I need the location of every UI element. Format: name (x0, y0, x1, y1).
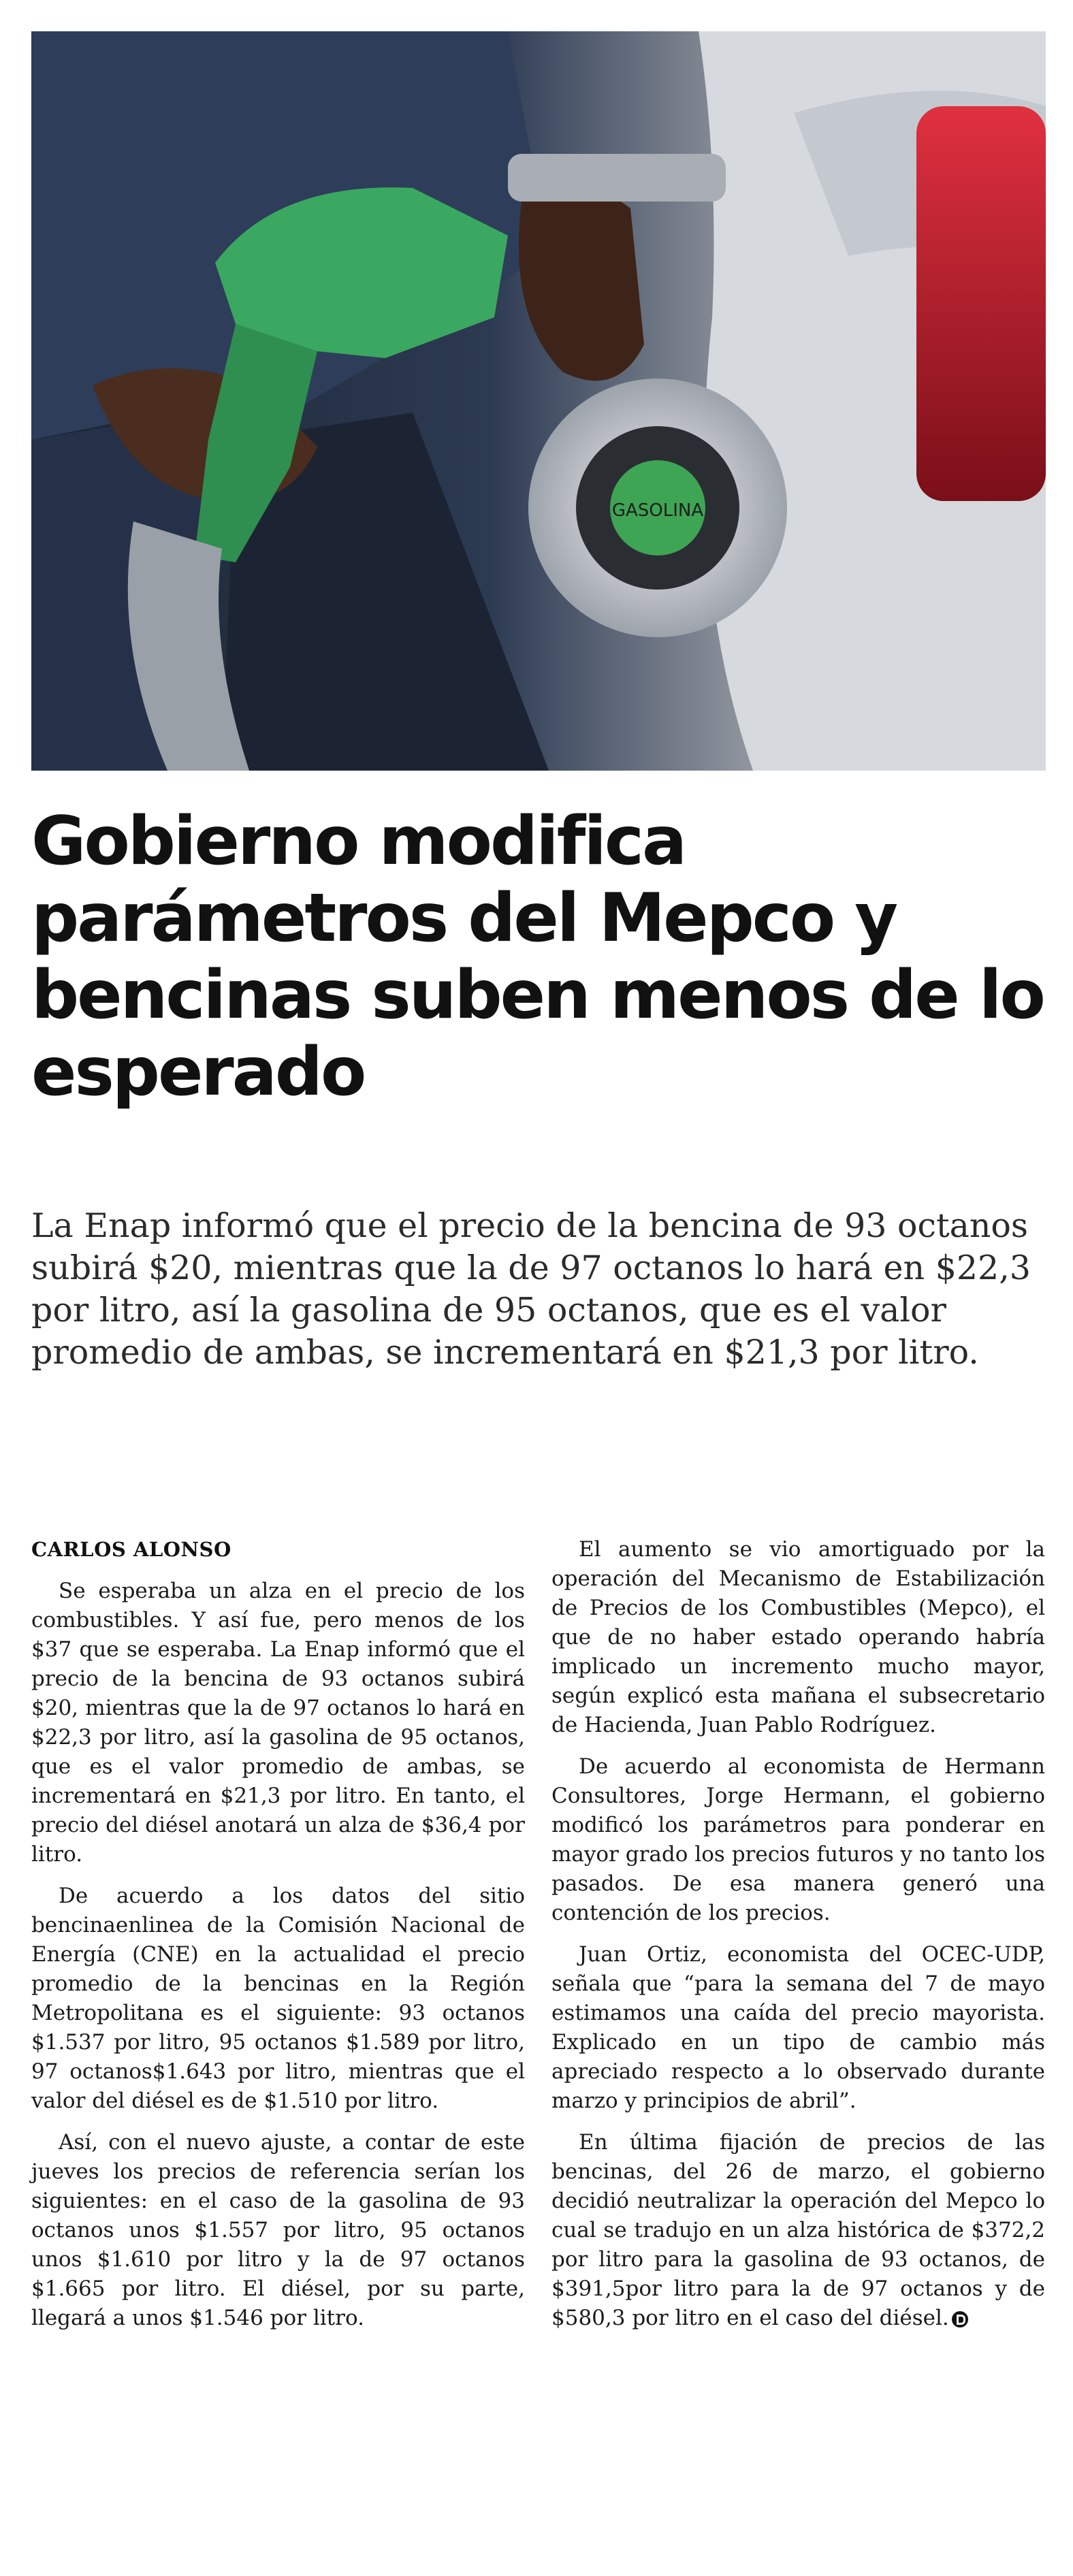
paragraph: De acuerdo al economista de Hermann Consultores, Jorge Hermann, el gobierno modificó los parámetros para ponderar en mayor grado los precios futuros y no tanto los pasados. De esa manera generó una contención de los precios. (551, 1754, 1045, 1925)
paragraph-text: En última fijación de precios de las bencinas, del 26 de marzo, el gobierno decidió neutralizar la operación del Mepco lo cual se tradujo en un alza histórica de $372,2 por litro para la gasolina de 93 octanos, de $391,5por litro para la de 97 octanos y de $580,3 por litro en el caso del diésel. (551, 2130, 1045, 2330)
column-left (31, 1535, 525, 2345)
paragraph: Juan Ortiz, economista del OCEC-UDP, señala que “para la semana del 7 de mayo estimamos una caída del precio mayorista. Explicado en un tipo de cambio más apreciado respecto a lo observado durante marzo y principios de abril”. (551, 1942, 1045, 2113)
paragraph: El aumento se vio amortiguado por la operación del Mecanismo de Estabilización de Precios de los Combustibles (Mepco), el que de no haber estado operando habría implicado un incremento mucho mayor, según explicó esta mañana el subsecretario de Hacienda, Juan Pablo Rodríguez. (551, 1537, 1045, 1737)
end-of-article-icon (952, 2311, 968, 2328)
column-right (551, 1535, 1045, 2345)
headline: Gobierno modifica parámetros del Mepco y bencinas suben menos de lo esperado (31, 803, 1044, 1111)
fuel-pump-photo (31, 31, 1046, 771)
deck: La Enap informó que el precio de la bencina de 93 octanos subirá $20, mientras que la de 97 octanos lo hará en $22,3 por litro, así la gasolina de 95 octanos, que es el valor promedio de ambas, se incrementará en $21,3 por litro. (31, 1206, 1031, 1372)
byline: CARLOS ALONSO (31, 1538, 231, 1561)
paragraph: Se esperaba un alza en el precio de los combustibles. Y así fue, pero menos de los $37 que se esperaba. La Enap informó que el precio de la bencina de 93 octanos subirá $20, mientras que la de 97 octanos lo hará en $22,3 por litro, así la gasolina de 95 octanos, que es el valor promedio de ambas, se incrementará en $21,3 por litro. En tanto, el precio del diésel anotará un alza de $36,4 por litro. (31, 1579, 525, 1867)
article-photo (31, 31, 1046, 771)
cap-label: GASOLINA (611, 500, 704, 521)
paragraph: Así, con el nuevo ajuste, a contar de este jueves los precios de referencia serían los siguientes: en el caso de la gasolina de 93 octanos unos $1.557 por litro, 95 octanos unos $1.610 por litro y la de 97 octanos $1.665 por litro. El diésel, por su parte, llegará a unos $1.546 por litro. (31, 2130, 525, 2330)
paragraph-last (551, 2128, 1045, 2333)
paragraph: De acuerdo a los datos del sitio bencinaenlinea de la Comisión Nacional de Energía (CNE) en la actualidad el precio promedio de la bencinas en la Región Metropolitana es el siguiente: 93 octanos $1.537 por litro, 95 octanos $1.589 por litro, 97 octanos$1.643 por litro, mientras que el valor del diésel es de $1.510 por litro. (31, 1884, 525, 2113)
